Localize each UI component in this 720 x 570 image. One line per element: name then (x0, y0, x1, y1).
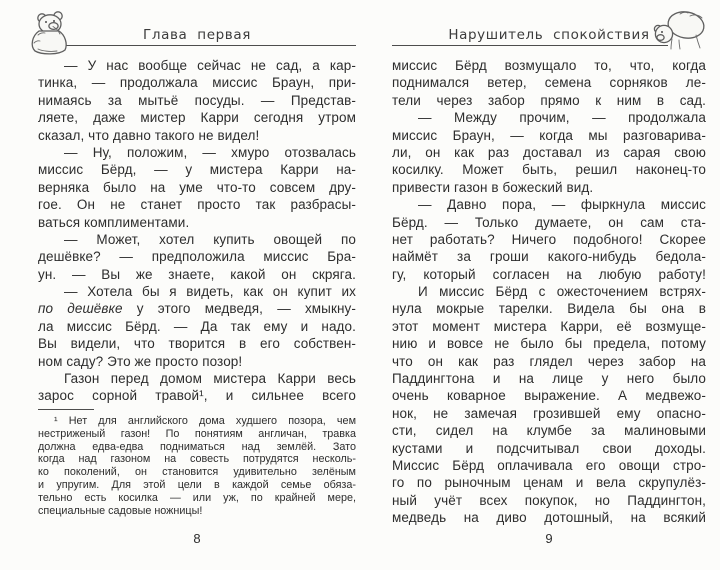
text-line: Вы видели, что творится в его собствен- (38, 336, 356, 352)
chapter-title: Глава первая (143, 27, 251, 43)
text-line: — Ну, положим, — хмуро отозвалась (64, 144, 356, 160)
text-line: миссис Бёрд возмущало то, что, когда (392, 58, 706, 73)
text-line: нок, не замечая грозившей ему опасно- (392, 405, 706, 421)
text-line: ла миссис Бёрд. — Да так ему и надо. (38, 318, 356, 334)
text-line: поднимался ветер, семена сорняков ле- (392, 75, 706, 91)
text-line: миссис Бёрд, — у мистера Карри на- (38, 162, 356, 178)
text-line: сказал, что давно такого не видел! (38, 127, 260, 143)
text-line: гу, который согласен на любую работу! (392, 266, 706, 282)
text-line: тинка, — продолжала миссис Браун, при- (38, 75, 356, 91)
text-line: — Хотела бы я видеть, как он купит их (64, 284, 356, 300)
text-line: — Давно пора, — фыркнула миссис (418, 197, 706, 213)
text-line: этот момент мистера Карри, её возмуще- (392, 318, 706, 334)
text-line: медведь на диво дотошный, на всякий (392, 510, 706, 526)
text-line: нула мокрые тарелки. Видела бы она в (392, 301, 706, 317)
text-line: тели через забор прямо к ним в сад. (392, 92, 706, 108)
text-line: Газон перед домом мистера Карри весь (64, 371, 356, 387)
text-line: дешёвке? — предположила миссис Бра- (38, 249, 356, 265)
header-rule-left (48, 45, 356, 46)
body-text (392, 57, 706, 527)
page-right (392, 0, 706, 570)
text-line: что он как раз глядел через забор на (392, 353, 706, 369)
page-number-right: 9 (545, 531, 553, 546)
text-line: сти, сидел на клумбе за малиновыми (392, 423, 706, 439)
text-line: очень коварное выражение. А медвежо- (392, 388, 706, 404)
text-line: го по рыночным ценам и вела скрупулёз- (392, 475, 706, 491)
text-line: гое. Он не станет просто так разбрасы- (38, 197, 356, 213)
text-line: ный учёт всех покупок, но Паддингтон, (392, 492, 706, 508)
text-line: когда над газоном на совесть потрудятся несколь- (38, 453, 356, 466)
footnote-rule (38, 409, 94, 410)
text-line: косилку. Может быть, решил наконец-то (392, 162, 706, 178)
text-line: наймёт за гроши какого-нибудь бедола- (392, 249, 706, 265)
header-rule-right (392, 45, 668, 46)
text-line: И миссис Бёрд с ожесточением встрях- (418, 284, 706, 300)
text-line: должна едва-едва подниматься над землёй. Зато (38, 440, 356, 453)
text-line: нестриженый газон! По понятиям англичан, травка (38, 427, 356, 440)
text-line: — У нас вообще сейчас не сад, а кар- (64, 58, 356, 73)
text-line: Миссис Бёрд оплачивала его овощи стро- (392, 457, 706, 473)
text-line: нимаясь за мытьё посуды. — Представ- (38, 92, 356, 108)
body-text (38, 57, 356, 405)
text-line: верняка было на уме что-то совсем дру- (38, 179, 356, 195)
text-line: ко поколений, он становится удивительно зелёным (38, 466, 356, 479)
page-left (38, 0, 356, 570)
chapter-title: Нарушитель спокойствия (448, 27, 650, 43)
text-line: ляете, даже мистер Карри сегодня утром (38, 110, 356, 126)
text-line: миссис Браун, — когда мы разговарива- (392, 127, 706, 143)
text-line: ун. — Вы же знаете, какой он скряга. (38, 266, 356, 282)
text-line: нет работать? Ничего подобного! Скорее (392, 231, 706, 247)
text-line: ли, он как раз доставал из сарая свою (392, 144, 706, 160)
text-line: ном саду? Это же просто позор! (38, 353, 243, 369)
page-number-left: 8 (193, 531, 201, 546)
text-line: Бёрд. — Только думаете, он сам ста- (392, 214, 706, 230)
text-line: специальные садовые ножницы! (38, 504, 203, 517)
text-line: нию и вовсе не было бы предела, потому (392, 336, 706, 352)
text-line: ¹ Нет для английского дома худшего позора, чем (54, 415, 356, 427)
text-line: привести газон в божеский вид. (392, 179, 594, 195)
text-line: кустами и подсчитывал свои доходы. (392, 440, 706, 456)
paddington-bear-sitting-icon (26, 10, 80, 55)
text-line: тельно есть косилка — или уж, по крайней мере, (38, 491, 356, 504)
text-line: ваться комплиментами. (38, 214, 190, 230)
text-line: — Может, хотел купить овощей по (64, 231, 356, 247)
paddington-bear-leaning-icon (650, 4, 710, 51)
footnote (38, 415, 356, 517)
text-line: по дешёвке у этого медведя, — хмыкну- (38, 301, 356, 317)
text-line: — Между прочим, — продолжала (418, 110, 706, 126)
text-line: зарос сорной травой¹, и сильнее всего (38, 388, 356, 404)
text-line: Паддингтона и на лице у него было (392, 371, 706, 387)
text-line: и упругим. Для этой цели в каждой семье обяза- (38, 478, 356, 491)
